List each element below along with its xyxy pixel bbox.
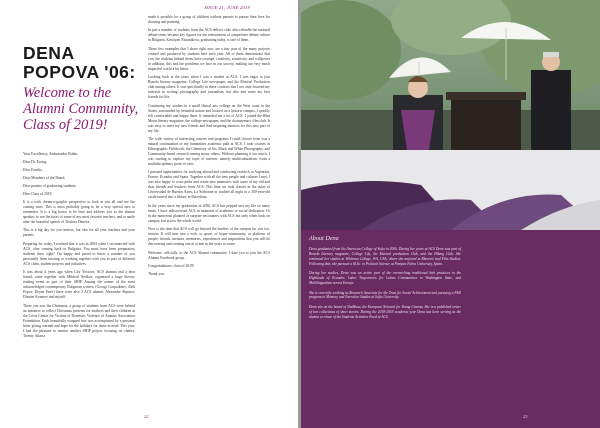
paragraph: Now is the time that ACS will go beyond the borders of the campus for you too, seniors. It will turn into a web, or space, of hyper-community, or platform of people, friends, mentors, memories, experiences and inspirations that you will be discovering and creating one at a time in the years to come. bbox=[148, 227, 270, 247]
title-name-line2: POPOVA '06: bbox=[23, 62, 136, 82]
about-text bbox=[309, 247, 461, 324]
paragraph: Thank you. bbox=[148, 272, 165, 277]
paragraph: Looking back at the years when I was a student at ACS, I was eager to join Bonola literary magazine, College Life newspaper, and the Musical Production club among others. It was specifically in these contexts that I not only fostered my interests in writing, photography and journalism, but also met some my best friends for life. bbox=[148, 75, 270, 100]
salutation: Dear Members of the Board, bbox=[23, 176, 66, 180]
salutation: Your Excellency, Ambassador Rubin, bbox=[23, 152, 79, 156]
paragraph: Congratulations, class of 2019! bbox=[148, 263, 195, 268]
paragraph: It is a truly dream-a-graphic perspective to look at you all and see the coming stars. This is most probably going to be a very special turn to remember. It is a big honor to be here and address you as the alumni speaker, to see the faces of some of my most favorite teachers, and to smile after the beautiful speech of Teodora Deneva. bbox=[23, 200, 135, 224]
article-title bbox=[23, 44, 141, 133]
text-column-right bbox=[148, 15, 270, 281]
about-panel bbox=[301, 230, 600, 428]
left-page bbox=[0, 0, 298, 428]
salutation: Dear Faculty, bbox=[23, 168, 43, 172]
about-paragraph: During her studies, Dena was an active part of the overarching traditional knit practices in the Highlands of Ecuador, Labor Trajectories for Latino Communities in Washington State, and Multilingualism across Europe. bbox=[309, 271, 461, 286]
paragraph: In the years since my graduation in 2006, ACS has popped into my life so many times. I have rediscovered ACS in moments of academic or social dedication. Or in the numerous planned or surprise encounters with ACS not only when back on campus, but across the whole world. bbox=[148, 203, 270, 223]
about-paragraph: She is currently working as Research Associate for the Trust for Social Achievement and pursuing a PhD program in Memory and Narrative Studies at Sofia University. bbox=[309, 290, 461, 300]
paragraph: These few examples that I share right now are a tiny part of the many projects created and produced by students here each year. All of them demonstrate that you, the students behind them, have courage, creativity, sensitivity, and willpower in addition, this and the problems we face in our society, making our very much impactful world a bit better. bbox=[148, 46, 270, 71]
paragraph: Welcome, officially, to the ACS Alumni community. I dare you to join the ACS Alumni Facebook group. bbox=[148, 250, 270, 260]
right-page bbox=[301, 0, 600, 428]
paragraph: Continuing my studies in a small liberal arts college on the West coast in the States, surrounded by beautiful nature and located on a historic campus, I quickly felt comfortable and happy there. It reminded me a lot of ACS. I joined the Blue Moon literary magazine, the college newspaper, and the documentary film club. It was easy to meet my new friends and find inspiring mentors for this new part of my life. bbox=[148, 103, 270, 133]
paragraph: Preparing for today, I realized that it was in 2004 when I reconnected with ACS, after coming back to Bulgaria. You must have been preparatory students then, right? I'm happy and proud to know a number of you personally from tutoring or working together with you as part of different ACS clubs, student projects and initiatives. bbox=[23, 241, 135, 266]
issue-header: ISSUE 21, JUNE 2019 bbox=[204, 5, 250, 10]
paragraph: This is a big day for you seniors, but also for all your teachers and your parents. bbox=[23, 228, 135, 238]
page-number-right: 23 bbox=[523, 414, 528, 419]
paragraph: made it possible for a group of children without parents to pursue their love for drawing and painting. bbox=[148, 15, 270, 24]
photo-illustration bbox=[301, 0, 600, 230]
graduation-photo bbox=[301, 0, 600, 230]
paragraph: In just a number of students from the ACS deliver club, also rekindle the national debate team, became key figures for the reenactment of competitive debate culture in Bulgaria. Kristiyan Nistanikova, graduating today, is one of them. bbox=[148, 28, 270, 43]
about-paragraph: Dena graduated from the American College of Sofia in 2006. During her years at ACS Dena was part of Bonola Literary magazine, College Life, the Musical production Club, and the Hiking Club. She continued her studies at Whitman College, WA, USA, where she majored in Rhetoric and Film Studies. Following that, she pursued a M.Sc. in Political Science at Pompeu Fabra University, Spain. bbox=[309, 247, 461, 266]
paragraph: I pursued opportunities for studying abroad and conducting research in Argentina, France, Ecuador and Spain. Together with all the new people and cultures I met, I was also happy to cross paths and create new memories with some of my old and dear friends and teachers from ACS. This time we took classes in the aulas of Universidad de Buenos Aires, La Sorbonne or studied all night in a 300-year-old castle turned into a library in Barcelona. bbox=[148, 170, 270, 200]
salutation: Dear parents of graduating students, bbox=[23, 184, 77, 188]
page-number-left: 22 bbox=[144, 414, 149, 419]
text-column-left bbox=[23, 152, 135, 342]
paragraph: There you saw the Christmas, a group of students from ACS were behind an initiative to collect Christmas presents for mothers and their children at the Crisis Center for Victims of Domestic Violence of Animus Association Foundation. Each beautifully wrapped box was accompanied by a personal letter giving warmth and hope for the holidays for those in need. This year, I had the pleasure to mentor another SHIP project focusing on charity. Twenty Atlaria bbox=[23, 303, 135, 338]
article-subtitle: Welcome to the Alumni Community, Class of 2019! bbox=[23, 85, 139, 133]
about-heading: About Dena bbox=[309, 235, 339, 242]
paragraph: The wide variety of interesting courses and programs I could choose from was a natural continuation of my humanities academic path at ACS. I took courses in Ethnographic Fieldwork, the Chemistry of Art, Black and White Photography, and Community-based research among many others. Without planning it too much, I was starting to explore my topic of interest, namely multiculturalism, from a multidisciplinary point of view. bbox=[148, 136, 270, 166]
salutation: Dear Class of 2019, bbox=[23, 192, 53, 196]
salutation: Dear Dr. Ewing, bbox=[23, 160, 48, 164]
about-paragraph: Dena sits on the board of NiaMusa, the European Network for Young Cinema. She is a published writer of two collections of short stories. During the 2018-2019 academic year Dena has been serving as the alumni co-chair of the Students Activities Fund at ACS. bbox=[309, 304, 461, 319]
paragraph: It was about 4 years ago when Lily Yovtova, ACS alumna and a dear friend, came together with Mikhail Nedkov, organized a huge literary reading event as part of their SHIP. Among the names of the most acknowledged contemporary Bulgarian writers, (Georgi Gospodinov, Alek Popov, Deyan Enev) there were also 3 ACS alumni, Alexander Shpatov, Dimiter Kenarov and myself. bbox=[23, 270, 135, 300]
title-name-line1: DENA bbox=[23, 43, 75, 63]
salutations bbox=[23, 152, 135, 197]
